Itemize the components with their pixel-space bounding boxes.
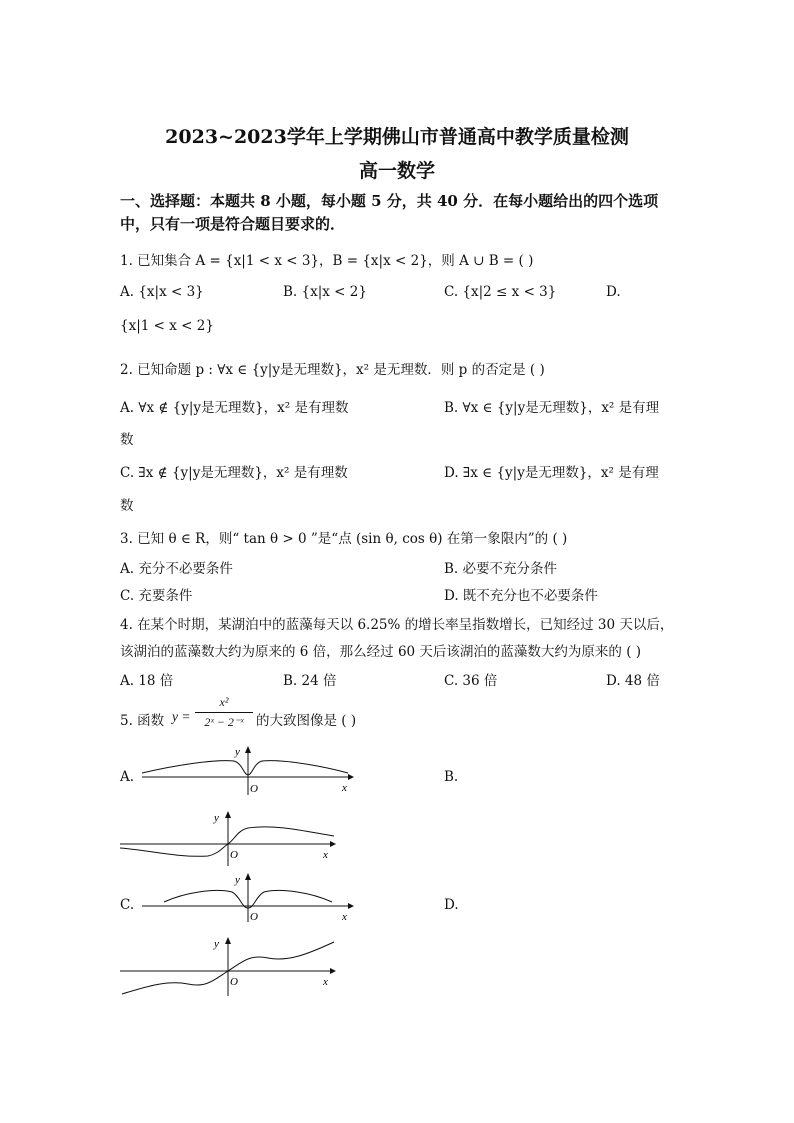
curve-b: [120, 827, 334, 856]
y-axis-label: y: [235, 874, 240, 886]
q5-suffix: 的大致图像是 ( ): [256, 713, 357, 729]
q3-stem: 3. 已知 θ ∈ R，则“ tan θ > 0 ”是“点 (sin θ, cos θ) 在第一象限内”的 ( ): [120, 531, 568, 547]
origin-label: O: [250, 783, 258, 795]
exam-subtitle: 高一数学: [358, 160, 435, 182]
q1-stem: 1. 已知集合 A = {x|1 < x < 3}，B = {x|x < 2}，则 A ∪ B = ( ): [120, 253, 534, 269]
x-axis-label: x: [342, 782, 347, 794]
q5-option-a-label: A.: [120, 769, 135, 785]
y-axis-label: y: [214, 938, 219, 950]
q3-option-d: D. 既不充分也不必要条件: [444, 588, 598, 604]
y-axis-label: y: [214, 812, 219, 824]
q5-fraction-denominator: 2ˣ − 2⁻ˣ: [204, 715, 244, 729]
y-axis-arrow: [225, 811, 231, 818]
q5-graph-d: [118, 936, 338, 998]
q4-option-b: B. 24 倍: [283, 673, 337, 689]
q4-option-c: C. 36 倍: [444, 673, 498, 689]
x-axis-label: x: [342, 911, 347, 923]
q4-option-d: D. 48 倍: [606, 673, 660, 689]
q3-option-a: A. 充分不必要条件: [120, 561, 233, 577]
q5-fraction-bar: [195, 712, 253, 713]
q5-fraction: [195, 695, 253, 730]
q1-option-d-value: {x|1 < x < 2}: [120, 318, 214, 334]
x-axis-label: x: [323, 976, 328, 988]
y-axis-arrow: [225, 937, 231, 944]
q5-fraction-numerator: x²: [219, 695, 229, 709]
q5-option-d-label: D.: [444, 897, 459, 913]
q2-option-c: C. ∃x ∉ {y|y是无理数}，x² 是有理数: [120, 465, 348, 481]
curve-a: [142, 761, 348, 775]
q5-y-equals: y =: [172, 709, 191, 724]
q5-option-b-label: B.: [444, 769, 459, 785]
x-axis-arrow: [348, 903, 354, 909]
q5-graph-b: [118, 810, 338, 868]
q2-option-a: A. ∀x ∉ {y|y是无理数}，x² 是有理数: [120, 400, 349, 416]
q4-option-a: A. 18 倍: [120, 673, 174, 689]
q2-option-b-continued: 数: [120, 432, 134, 448]
q5-graph-c: [136, 872, 356, 924]
section-heading-line2: 中，只有一项是符合题目要求的．: [120, 215, 346, 233]
x-axis-label: x: [323, 849, 328, 861]
q4-line1: 4. 在某个时期，某湖泊中的蓝藻每天以 6.25% 的增长率呈指数增长，已知经过 30 天以后，: [120, 617, 674, 633]
origin-label: O: [250, 911, 258, 923]
q2-option-d-continued: 数: [120, 498, 134, 514]
q5-prefix: 5. 函数: [120, 713, 165, 729]
q2-option-d: D. ∃x ∈ {y|y是无理数}，x² 是有理: [444, 465, 659, 481]
exam-title: 2023~2023学年上学期佛山市普通高中教学质量检测: [165, 126, 629, 148]
origin-label: O: [230, 976, 238, 988]
x-axis-arrow: [330, 968, 336, 974]
y-axis-arrow: [245, 873, 251, 880]
q5-option-c-label: C.: [120, 897, 135, 913]
origin-label: O: [230, 849, 238, 861]
q1-option-d-label: D.: [606, 284, 621, 300]
q1-option-a: A. {x|x < 3}: [120, 284, 204, 300]
y-axis-arrow: [245, 746, 251, 753]
q1-option-c: C. {x|2 ≤ x < 3}: [444, 284, 557, 300]
q5-graph-a: [136, 745, 356, 797]
y-axis-label: y: [235, 746, 240, 758]
q1-option-b: B. {x|x < 2}: [283, 284, 367, 300]
q2-stem: 2. 已知命题 p : ∀x ∈ {y|y是无理数}，x² 是无理数．则 p 的否定是 ( ): [120, 362, 545, 378]
q4-line2: 该湖泊的蓝藻数大约为原来的 6 倍，那么经过 60 天后该湖泊的蓝藻数大约为原来的 ( ): [120, 644, 642, 660]
x-axis-arrow: [348, 774, 354, 780]
section-heading-line1: 一、选择题：本题共 8 小题，每小题 5 分，共 40 分．在每小题给出的四个选项: [120, 192, 659, 210]
q3-option-c: C. 充要条件: [120, 588, 193, 604]
x-axis-arrow: [330, 841, 336, 847]
q3-option-b: B. 必要不充分条件: [444, 561, 558, 577]
q2-option-b: B. ∀x ∈ {y|y是无理数}，x² 是有理: [444, 400, 660, 416]
